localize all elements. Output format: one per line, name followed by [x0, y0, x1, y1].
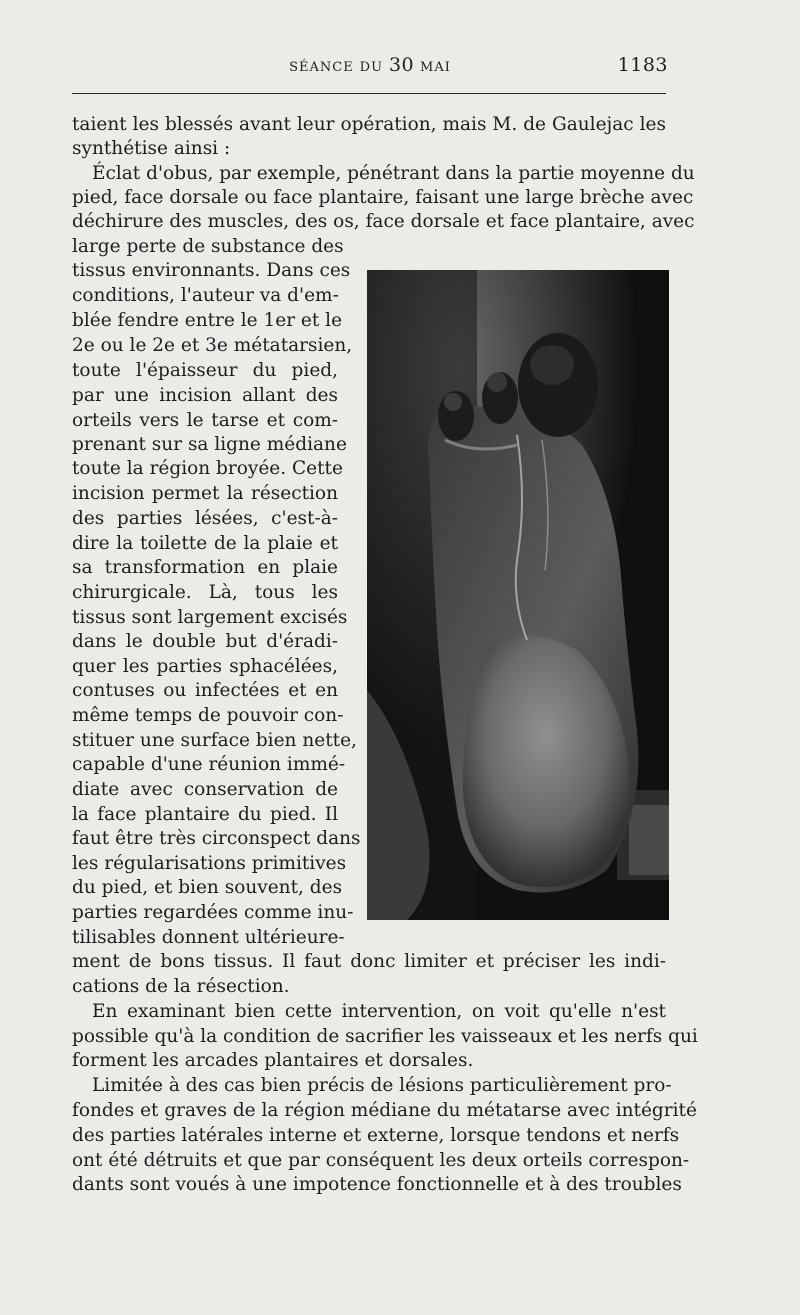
text-line: 2e ou le 2e et 3e métatarsien, [72, 335, 353, 356]
foot-photograph [367, 270, 669, 920]
text-line: toute l'épaisseur du pied, [72, 360, 338, 381]
session-label: SÉANCE [289, 60, 354, 75]
foot-illustration [367, 270, 669, 920]
text-line: blée fendre entre le 1er et le [72, 310, 343, 331]
text-line: capable d'une réunion immé- [72, 754, 346, 775]
text-line: incision permet la résection [72, 483, 338, 504]
running-head-title [72, 54, 668, 76]
text-line: Éclat d'obus, par exemple, pénétrant dans la partie moyenne du [92, 163, 695, 184]
text-line: déchirure des muscles, des os, face dorsale et face plantaire, avec [72, 211, 695, 232]
text-line: En examinant bien cette intervention, on voit qu'elle n'est [92, 1001, 666, 1022]
text-line: Limitée à des cas bien précis de lésions particulièrement pro- [92, 1075, 672, 1096]
text-line: du pied, et bien souvent, des [72, 877, 343, 898]
text-line: synthétise ainsi : [72, 138, 231, 159]
text-line: des parties lésées, c'est-à- [72, 508, 338, 529]
text-line: taient les blessés avant leur opération, mais M. de Gaulejac les [72, 114, 666, 135]
running-head [72, 54, 668, 80]
text-line: sa transformation en plaie [72, 557, 338, 578]
text-line: conditions, l'auteur va d'em- [72, 285, 339, 306]
text-line: faut être très circonspect dans [72, 828, 361, 849]
text-line: contuses ou infectées et en [72, 680, 338, 701]
text-line: tilisables donnent ultérieure- [72, 927, 345, 948]
text-line: tissus sont largement excisés [72, 607, 348, 628]
text-line: par une incision allant des [72, 385, 338, 406]
text-line: tissus environnants. Dans ces [72, 260, 351, 281]
text-line: cations de la résection. [72, 976, 290, 997]
session-month: MAI [420, 60, 451, 75]
header-rule [72, 93, 666, 94]
text-line: ment de bons tissus. Il faut donc limiter et préciser les indi- [72, 951, 666, 972]
text-line: parties regardées comme inu- [72, 902, 354, 923]
text-line: pied, face dorsale ou face plantaire, faisant une large brèche avec [72, 187, 694, 208]
session-day: 30 [388, 54, 415, 76]
session-du: DU [359, 60, 384, 75]
text-line: large perte de substance des [72, 236, 344, 257]
text-line: chirurgicale. Là, tous les [72, 582, 338, 603]
text-line: la face plantaire du pied. Il [72, 804, 338, 825]
text-line: prenant sur sa ligne médiane [72, 434, 347, 455]
text-line: possible qu'à la condition de sacrifier les vaisseaux et les nerfs qui [72, 1026, 698, 1047]
text-line: même temps de pouvoir con- [72, 705, 344, 726]
text-line: diate avec conservation de [72, 779, 338, 800]
text-line: toute la région broyée. Cette [72, 458, 343, 479]
text-line: forment les arcades plantaires et dorsales. [72, 1050, 474, 1071]
text-line: orteils vers le tarse et com- [72, 410, 338, 431]
text-line: fondes et graves de la région médiane du métatarse avec intégrité [72, 1100, 697, 1121]
text-line: dans le double but d'éradi- [72, 631, 338, 652]
text-line: les régularisations primitives [72, 853, 347, 874]
text-line: dire la toilette de la plaie et [72, 533, 338, 554]
text-line: dants sont voués à une impotence fonctionnelle et à des troubles [72, 1174, 682, 1195]
text-line: des parties latérales interne et externe, lorsque tendons et nerfs [72, 1125, 680, 1146]
text-line: quer les parties sphacélées, [72, 656, 338, 677]
text-line: stituer une surface bien nette, [72, 730, 357, 751]
page-number: 1183 [617, 54, 668, 76]
text-line: ont été détruits et que par conséquent les deux orteils correspon- [72, 1150, 690, 1171]
